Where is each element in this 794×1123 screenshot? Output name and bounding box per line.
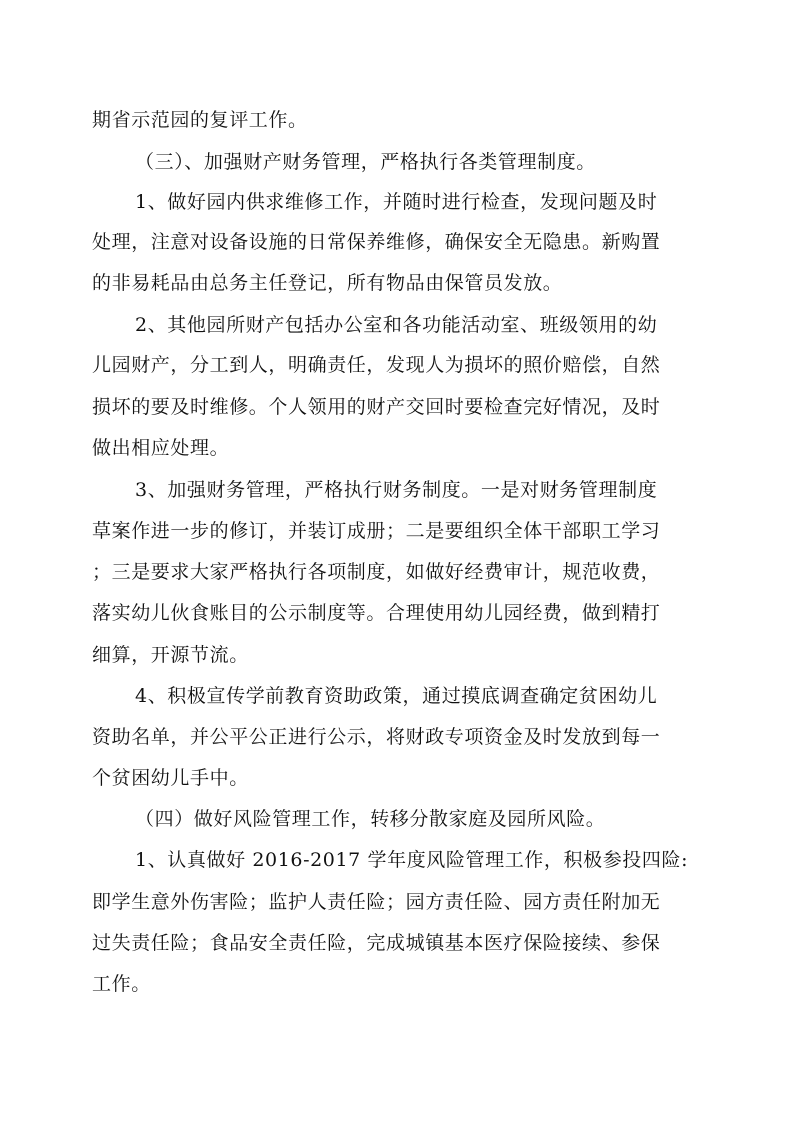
text-line: 的非易耗品由总务主任登记，所有物品由保管员发放。 [92,272,563,294]
text-line: 落实幼儿伙食账目的公示制度等。合理使用幼儿园经费，做到精打 [92,602,661,624]
paragraph-start: 2、其他园所财产包括办公室和各功能活动室、班级领用的幼 [135,314,658,336]
text-line: 即学生意外伤害险；监护人责任险；园方责任险、园方责任附加无 [92,891,661,913]
paragraph-start: 3、加强财务管理，严格执行财务制度。一是对财务管理制度 [135,479,658,501]
paragraph-start: 1、做好园内供求维修工作，并随时进行检查，发现问题及时 [135,191,658,213]
text-line: 草案作进一步的修订，并装订成册；二是要组织全体干部职工学习 [92,520,661,542]
text-line: 做出相应处理。 [92,437,230,459]
text-line: 儿园财产，分工到人，明确责任，发现人为损坏的照价赔偿，自然 [92,354,661,376]
text-line: 期省示范园的复评工作。 [92,109,308,131]
text-line: 处理，注意对设备设施的日常保养维修，确保安全无隐患。新购置 [92,231,661,253]
text-line: 资助名单，并公平公正进行公示，将财政专项资金及时发放到每一 [92,726,661,748]
section-heading: （四）做好风险管理工作，转移分散家庭及园所风险。 [135,808,606,830]
text-line: 个贫困幼儿手中。 [92,767,249,789]
section-heading: （三）、加强财产财务管理，严格执行各类管理制度。 [135,151,596,173]
text-line: ；三是要求大家严格执行各项制度，如做好经费审计，规范收费， [92,561,661,583]
text-line: 损坏的要及时维修。个人领用的财产交回时要检查完好情况，及时 [92,396,661,418]
text-line: 过失责任险；食品安全责任险，完成城镇基本医疗保险接续、参保 [92,932,661,954]
paragraph-start: 4、积极宣传学前教育资助政策，通过摸底调查确定贫困幼儿 [135,685,658,707]
paragraph-start: 1、认真做好 2016-2017 学年度风险管理工作，积极参投四险: [135,849,689,871]
text-line: 工作。 [92,973,151,995]
text-line: 细算，开源节流。 [92,644,249,666]
